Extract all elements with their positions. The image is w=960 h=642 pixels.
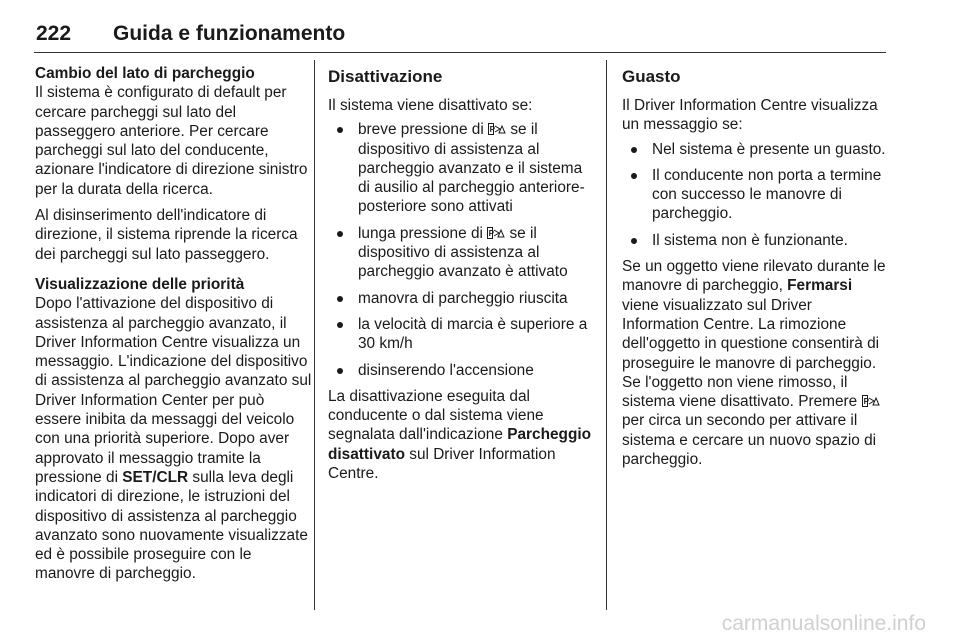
column-right: [622, 64, 888, 476]
list-item: Il sistema non è funzionante.: [622, 231, 888, 250]
page-title: Guida e funzionamento: [113, 22, 346, 45]
page-header: [36, 22, 886, 52]
set-clr-label: SET/CLR: [122, 468, 189, 486]
stop-label: Fermarsi: [787, 277, 853, 295]
watermark: carmanualsonline.info: [721, 612, 926, 635]
fault-list: [622, 140, 888, 250]
column-middle: [328, 64, 596, 490]
page-number: 222: [36, 22, 72, 45]
park-assist-icon: [862, 395, 880, 407]
paragraph: Il sistema viene disattivato se:: [328, 97, 533, 114]
list-item: Nel sistema è presente un guasto.: [622, 140, 888, 159]
list-item: la velocità di marcia è superiore a 30 km/h: [328, 315, 596, 354]
column-divider: [606, 60, 607, 610]
paragraph: Se un oggetto viene rilevato durante le manovre di parcheggio, Fermarsi viene visualizzato sul Driver Information Centre. La rimozione dell'oggetto in questione consentirà di proseguire le manovre di parcheggio. Se l'oggetto non viene rimosso, il sistema viene disattivato. Premere P per circa un secondo per attivare il sistema e cercare un nuovo spazio di parcheggio.: [622, 258, 886, 469]
list-item: lunga pressione di P se il dispositivo di assistenza al parcheggio avanzato è attivato: [328, 224, 596, 282]
svg-text:P: P: [488, 228, 495, 238]
paragraph: Dopo l'attivazione del dispositivo di assistenza al parcheggio avanzato, il Driver Information Centre visualizza un messaggio. L'indicazione del dispositivo di assistenza al parcheggio avanzato sul Driver Information Center per può essere inibita da messaggi del veicolo con una priorità superiore. Dopo aver approvato il messaggio tramite la pressione di SET/CLR sulla leva degli indicatori di direzione, le istruzioni del dispositivo di assistenza al parcheggio avanzato sono nuovamente visualizzate ed è possibile proseguire con le manovre di parcheggio.: [35, 295, 312, 583]
column-left: [35, 64, 313, 591]
park-assist-icon: [487, 227, 505, 239]
subheading-parking-side: Cambio del lato di parcheggio: [35, 65, 255, 82]
subheading-priority: Visualizzazione delle priorità: [35, 275, 245, 293]
header-rule: [34, 52, 886, 53]
heading-fault: Guasto: [622, 67, 681, 86]
svg-text:P: P: [863, 397, 869, 407]
svg-text:P: P: [489, 125, 495, 135]
list-item: breve pressione di P se il dispositivo di assistenza al parcheggio avanzato e il sistema di ausilio al parcheggio anteriore-posteriore sono attivati: [328, 120, 596, 216]
paragraph: La disattivazione eseguita dal conducente o dal sistema viene segnalata dall'indicazione Parcheggio disattivato sul Driver Information Centre.: [328, 387, 592, 483]
paragraph: Il Driver Information Centre visualizza un messaggio se:: [622, 97, 878, 134]
deactivation-list: [328, 120, 596, 380]
parking-disabled-label: Parcheggio disattivato: [328, 426, 592, 463]
list-item: disinserendo l'accensione: [328, 361, 596, 380]
column-divider: [314, 60, 315, 610]
list-item: Il conducente non porta a termine con successo le manovre di parcheggio.: [622, 166, 888, 224]
list-item: manovra di parcheggio riuscita: [328, 289, 596, 308]
heading-deactivation: Disattivazione: [328, 67, 443, 86]
park-assist-icon: [488, 123, 506, 135]
paragraph: Al disinserimento dell'indicatore di direzione, il sistema riprende la ricerca dei parcheggi sul lato passeggero.: [35, 207, 298, 263]
paragraph: Il sistema è configurato di default per cercare parcheggi sul lato del passeggero anteriore. Per cercare parcheggi sul lato del conducente, azionare l'indicatore di direzione sinistro per la durata della ricerca.: [35, 84, 308, 198]
